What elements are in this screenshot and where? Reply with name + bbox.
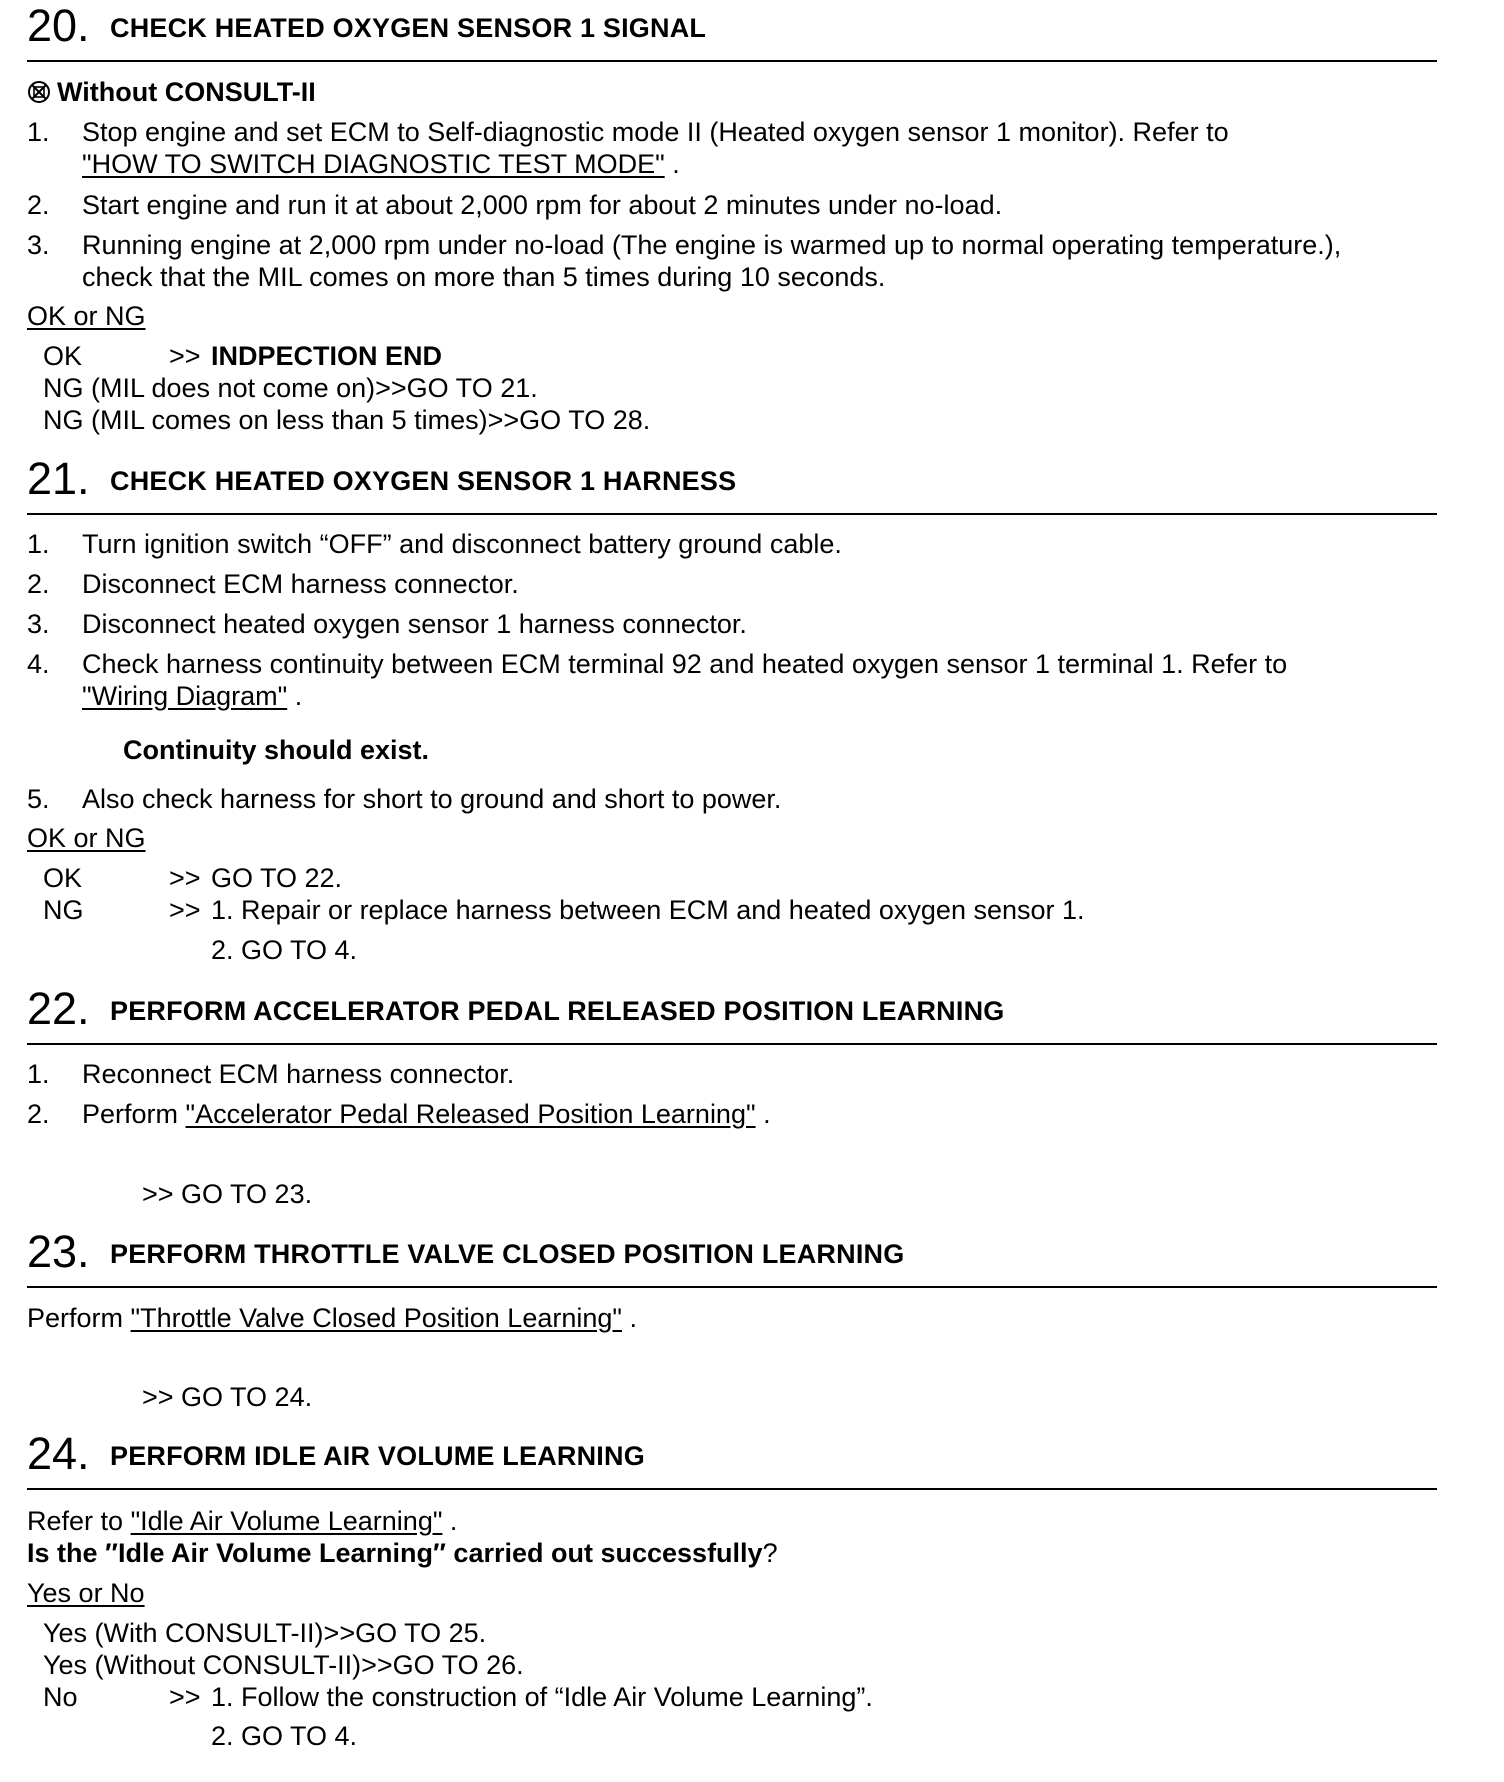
how-to-switch-link[interactable]: "HOW TO SWITCH DIAGNOSTIC TEST MODE" bbox=[82, 149, 665, 179]
result-arrow: >> bbox=[169, 895, 201, 925]
result-action: 1. Repair or replace harness between ECM and heated oxygen sensor 1. bbox=[211, 895, 1085, 925]
step-suffix: . bbox=[755, 1099, 771, 1129]
result-ng: NG (MIL comes on less than 5 times)>>GO TO 28. bbox=[43, 405, 651, 435]
section-title: PERFORM ACCELERATOR PEDAL RELEASED POSITION LEARNING bbox=[110, 996, 1005, 1026]
section-24-header bbox=[27, 1428, 1437, 1490]
section-number: 20. bbox=[27, 0, 90, 51]
result-no bbox=[43, 1681, 873, 1713]
step-number: 1. bbox=[27, 529, 50, 559]
result-action: GO TO 22. bbox=[211, 863, 343, 893]
step-number: 1. bbox=[27, 117, 50, 147]
section-title: CHECK HEATED OXYGEN SENSOR 1 SIGNAL bbox=[110, 13, 707, 43]
goto-instruction: >> GO TO 23. bbox=[142, 1179, 313, 1209]
instruction-line bbox=[27, 1302, 637, 1334]
idle-air-volume-learning-link[interactable]: "Idle Air Volume Learning" bbox=[130, 1506, 443, 1536]
instruction-suffix: . bbox=[442, 1506, 458, 1536]
without-consult-subheading bbox=[27, 76, 316, 108]
question-mark: ? bbox=[762, 1538, 778, 1568]
result-action: 1. Follow the construction of “Idle Air Volume Learning”. bbox=[211, 1682, 873, 1712]
result-arrow: >> bbox=[169, 1682, 201, 1712]
result-label: OK or NG bbox=[27, 301, 146, 331]
step-number: 2. bbox=[27, 1099, 50, 1129]
result-arrow: >> bbox=[169, 341, 201, 371]
result-key: No bbox=[43, 1682, 78, 1712]
section-title: CHECK HEATED OXYGEN SENSOR 1 HARNESS bbox=[110, 466, 737, 496]
question-line bbox=[27, 1537, 778, 1569]
result-key: NG bbox=[43, 895, 84, 925]
spec-text: Continuity should exist. bbox=[123, 735, 430, 765]
instruction-lead: Refer to bbox=[27, 1506, 124, 1536]
step-text: Disconnect heated oxygen sensor 1 harness connector. bbox=[82, 609, 747, 639]
result-action-continuation: 2. GO TO 4. bbox=[211, 1721, 358, 1751]
step-text: Running engine at 2,000 rpm under no-load (The engine is warmed up to normal operating temperature.), bbox=[82, 230, 1342, 260]
question-text: Is the ″Idle Air Volume Learning″ carried out successfully bbox=[27, 1538, 763, 1568]
step-text: Start engine and run it at about 2,000 rpm for about 2 minutes under no-load. bbox=[82, 190, 1003, 220]
throttle-valve-learning-link[interactable]: "Throttle Valve Closed Position Learning" bbox=[130, 1303, 622, 1333]
result-key: OK bbox=[43, 863, 83, 893]
step-number: 2. bbox=[27, 569, 50, 599]
section-22-header bbox=[27, 983, 1437, 1045]
result-label: Yes or No bbox=[27, 1578, 145, 1608]
result-action: INDPECTION END bbox=[211, 341, 443, 371]
step-text: Stop engine and set ECM to Self-diagnostic mode II (Heated oxygen sensor 1 monitor). Refer to bbox=[82, 117, 1229, 147]
step-text: Also check harness for short to ground and short to power. bbox=[82, 784, 782, 814]
step-lead: Perform bbox=[82, 1099, 179, 1129]
step-number: 4. bbox=[27, 649, 50, 679]
section-number: 23. bbox=[27, 1226, 90, 1277]
step-text: Reconnect ECM harness connector. bbox=[82, 1059, 515, 1089]
section-20-header bbox=[27, 0, 1437, 62]
accelerator-pedal-learning-link[interactable]: "Accelerator Pedal Released Position Learning" bbox=[185, 1099, 756, 1129]
result-ng bbox=[43, 894, 1085, 926]
section-23-header bbox=[27, 1226, 1437, 1288]
result-label: OK or NG bbox=[27, 823, 146, 853]
result-key: OK bbox=[43, 341, 83, 371]
step-link-line bbox=[82, 148, 680, 180]
section-number: 21. bbox=[27, 453, 90, 504]
step-text: Disconnect ECM harness connector. bbox=[82, 569, 519, 599]
step-number: 3. bbox=[27, 230, 50, 260]
step-suffix: . bbox=[287, 681, 303, 711]
step-number: 1. bbox=[27, 1059, 50, 1089]
result-arrow: >> bbox=[169, 863, 201, 893]
subheading-text: Without CONSULT-II bbox=[57, 77, 316, 107]
result-ok bbox=[43, 340, 443, 372]
result-action-continuation: 2. GO TO 4. bbox=[211, 935, 358, 965]
step-number: 3. bbox=[27, 609, 50, 639]
wiring-diagram-link[interactable]: "Wiring Diagram" bbox=[82, 681, 288, 711]
instruction-lead: Perform bbox=[27, 1303, 124, 1333]
no-consult-icon bbox=[27, 80, 51, 104]
result-ng: NG (MIL does not come on)>>GO TO 21. bbox=[43, 373, 538, 403]
section-title: PERFORM THROTTLE VALVE CLOSED POSITION LEARNING bbox=[110, 1239, 905, 1269]
step-link-line bbox=[82, 680, 302, 712]
result-yes: Yes (With CONSULT-II)>>GO TO 25. bbox=[43, 1618, 487, 1648]
section-title: PERFORM IDLE AIR VOLUME LEARNING bbox=[110, 1441, 645, 1471]
goto-instruction: >> GO TO 24. bbox=[142, 1382, 313, 1412]
instruction-suffix: . bbox=[621, 1303, 637, 1333]
step-text: Turn ignition switch “OFF” and disconnect battery ground cable. bbox=[82, 529, 842, 559]
section-number: 22. bbox=[27, 983, 90, 1034]
step-number: 2. bbox=[27, 190, 50, 220]
section-21-header bbox=[27, 453, 1437, 515]
result-ok bbox=[43, 862, 343, 894]
section-number: 24. bbox=[27, 1428, 90, 1479]
result-yes: Yes (Without CONSULT-II)>>GO TO 26. bbox=[43, 1650, 524, 1680]
step-text bbox=[82, 1098, 771, 1130]
instruction-line bbox=[27, 1505, 457, 1537]
step-suffix: . bbox=[664, 149, 680, 179]
step-text: Check harness continuity between ECM terminal 92 and heated oxygen sensor 1 terminal 1. Refer to bbox=[82, 649, 1288, 679]
step-number: 5. bbox=[27, 784, 50, 814]
step-continuation: check that the MIL comes on more than 5 times during 10 seconds. bbox=[82, 262, 886, 292]
